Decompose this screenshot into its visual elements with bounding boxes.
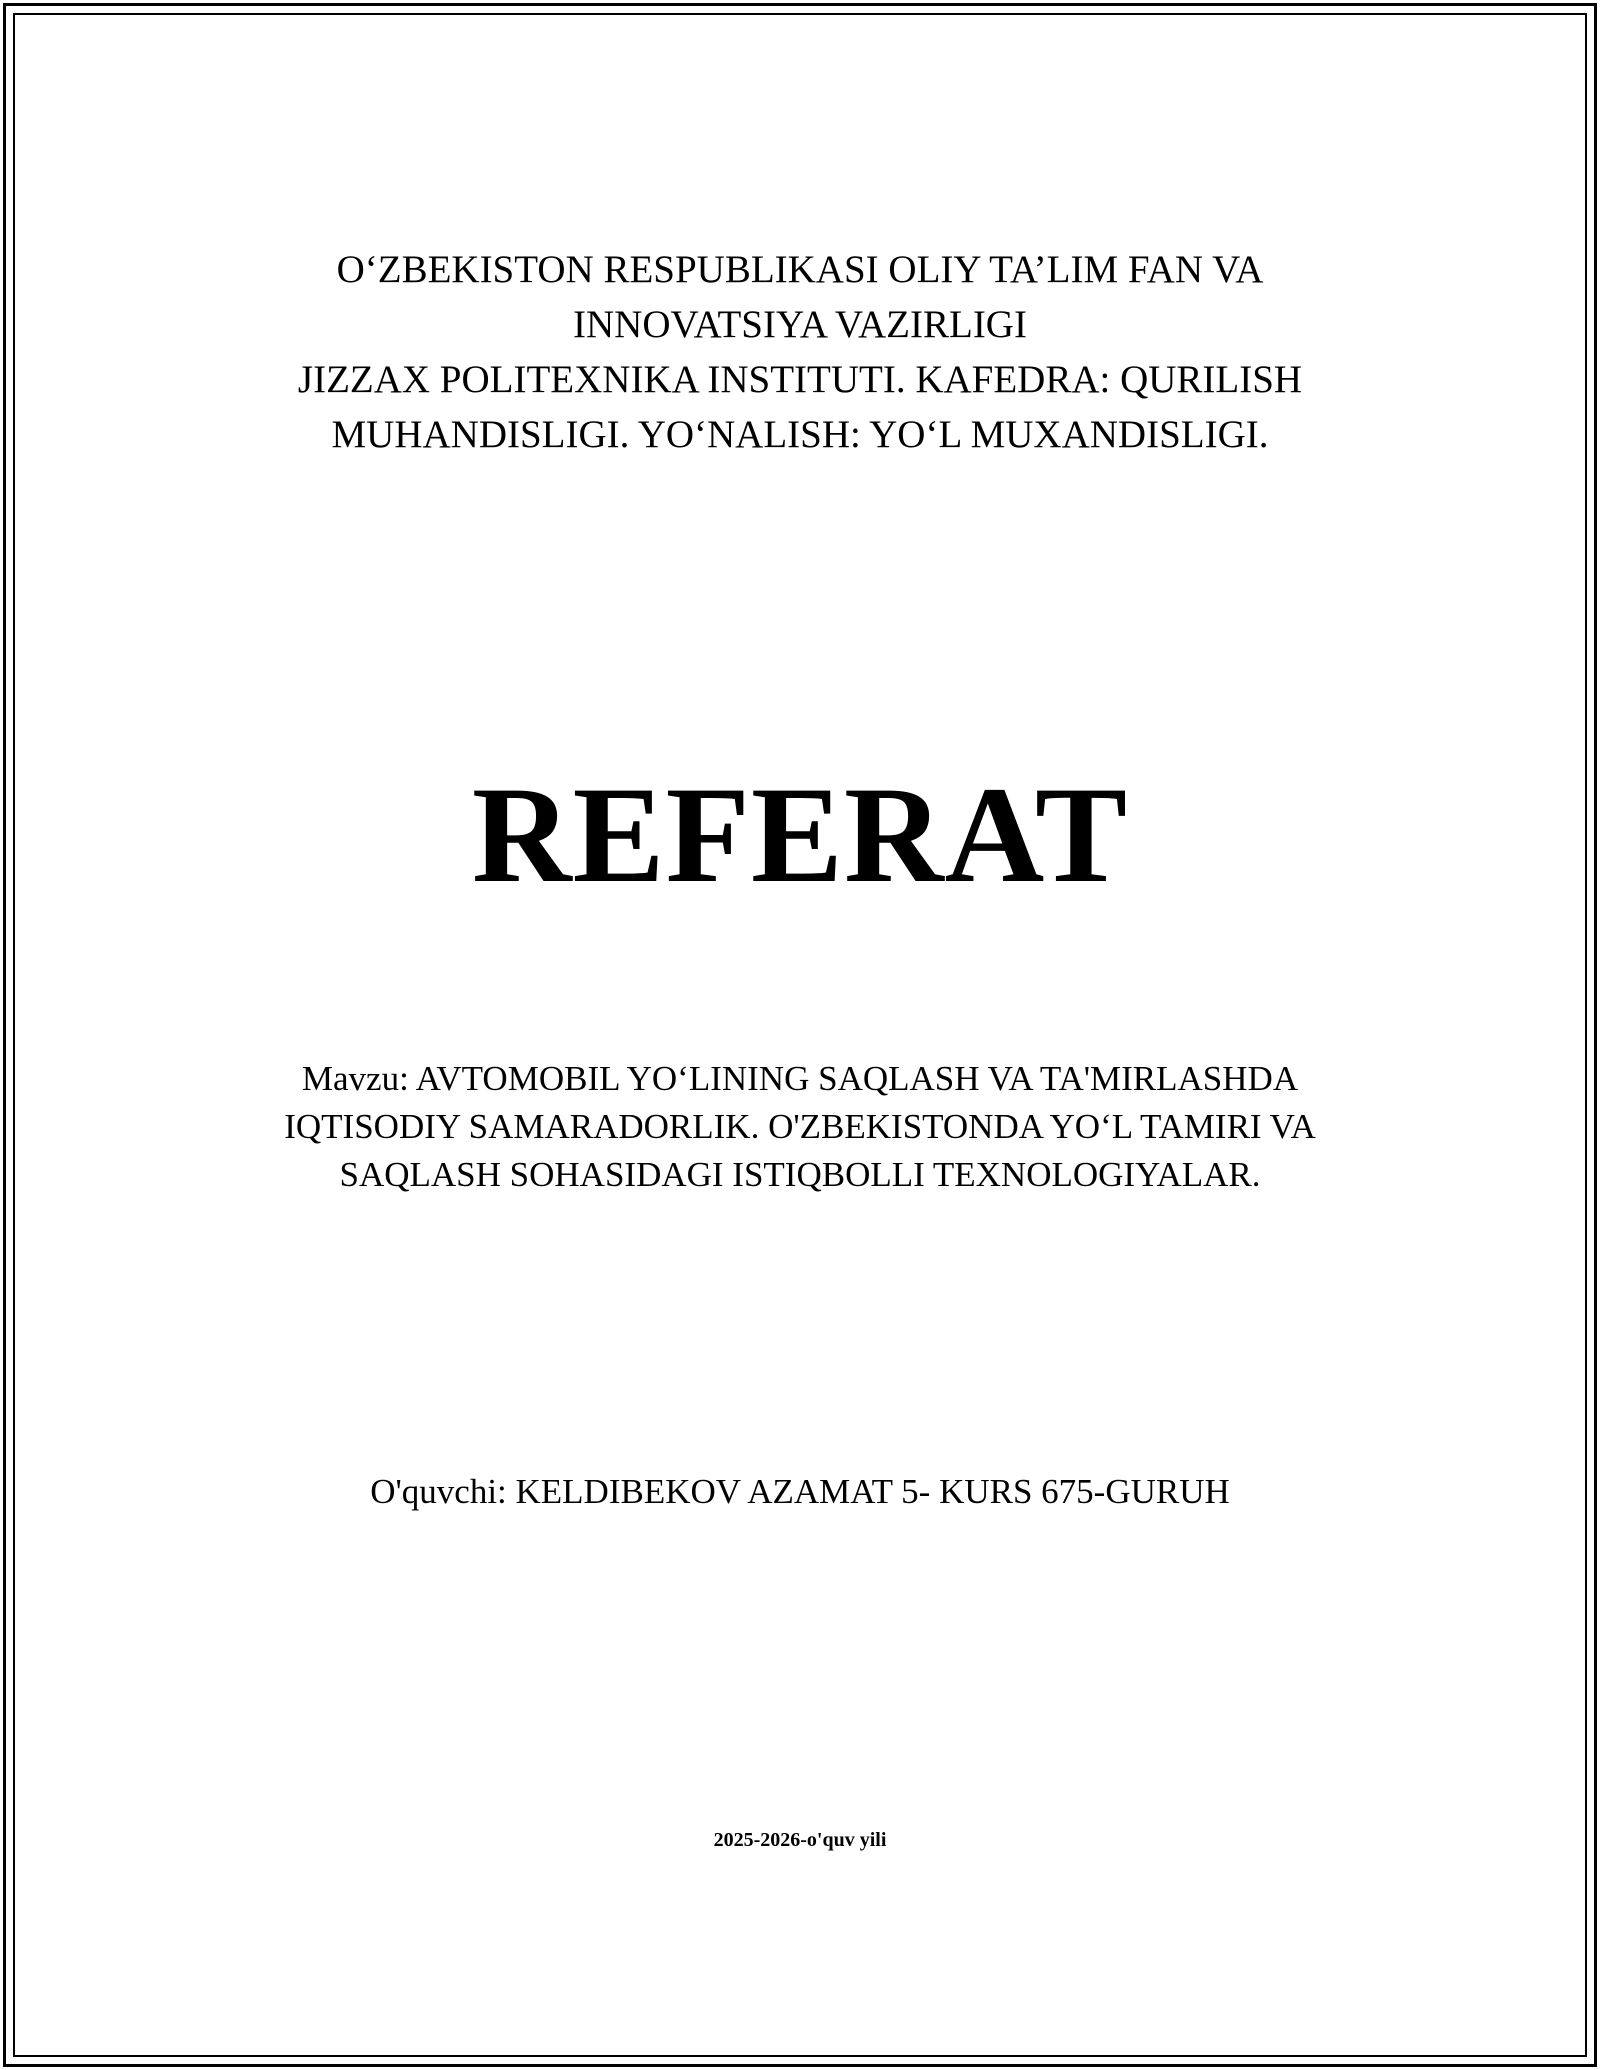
institution-header (0, 242, 1600, 462)
topic-line: Mavzu: AVTOMOBIL YO‘LINING SAQLASH VA TA'MIRLASHDA (301, 1059, 1299, 1098)
header-line: O‘ZBEKISTON RESPUBLIKASI OLIY TA’LIM FAN VA (336, 248, 1264, 291)
header-line: JIZZAX POLITEXNIKA INSTITUTI. KAFEDRA: QURILISH (297, 358, 1303, 401)
topic-text (0, 1055, 1600, 1199)
academic-year: 2025-2026-o'quv yili (713, 1829, 887, 1851)
header-line: INNOVATSIYA VAZIRLIGI (573, 303, 1027, 346)
header-line: MUHANDISLIGI. YO‘NALISH: YO‘L MUXANDISLIGI. (331, 413, 1269, 456)
topic-line: IQTISODIY SAMARADORLIK. O'ZBEKISTONDA YO‘L TAMIRI VA (284, 1107, 1316, 1146)
topic-line: SAQLASH SOHASIDAGI ISTIQBOLLI TEXNOLOGIYALAR. (339, 1155, 1261, 1194)
document-title: REFERAT (471, 758, 1129, 911)
student-info: O'quvchi: KELDIBEKOV AZAMAT 5- KURS 675-GURUH (370, 1472, 1230, 1511)
